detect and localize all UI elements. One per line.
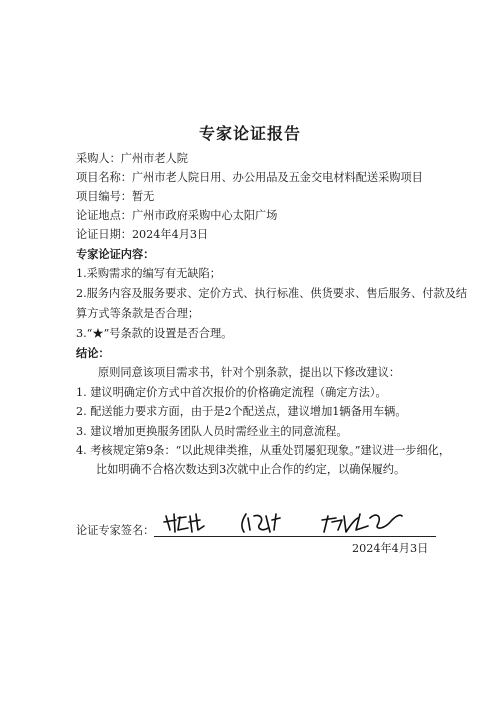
suggestion-item-continued: 比如明确不合格次数达到3次就中止合作的约定，以确保履约。 — [96, 463, 406, 476]
signature-label: 论证专家签名： — [76, 524, 155, 537]
location-line: 论证地点：广州市政府采购中心太阳广场 — [76, 209, 278, 222]
content-item: 1.采购需求的编写有无缺陷； — [76, 267, 221, 280]
content-item: 2.服务内容及服务要求、定价方式、执行标准、供货要求、售后服务、付款及结 — [76, 287, 468, 300]
signed-date: 2024年4月3日 — [352, 542, 429, 555]
content-heading: 专家论证内容： — [76, 247, 155, 261]
suggestion-item: 1. 建议明确定价方式中首次报价的价格确定流程（确定方法）。 — [76, 386, 387, 399]
suggestion-item: 3. 建议增加更换服务团队人员时需经业主的同意流程。 — [76, 425, 348, 438]
suggestion-item: 4. 考核规定第9条：“以此规律类推，从重处罚屡犯现象。”建议进一步细化， — [76, 444, 451, 457]
project-no-line: 项目编号：暂无 — [76, 190, 155, 203]
conclusion-heading: 结论： — [76, 346, 110, 360]
suggestion-item: 2. 配送能力要求方面，由于是2个配送点，建议增加1辆备用车辆。 — [76, 405, 407, 418]
handwritten-signatures — [156, 508, 436, 538]
page-title: 专家论证报告 — [198, 124, 301, 143]
content-item: 算方式等条款是否合理； — [76, 307, 200, 320]
project-name-line: 项目名称：广州市老人院日用、办公用品及五金交电材料配送采购项目 — [76, 171, 423, 184]
purchaser-line: 采购人：广州市老人院 — [76, 152, 188, 165]
content-item: 3.“★”号条款的设置是否合理。 — [76, 327, 233, 340]
conclusion-intro: 原则同意该项目需求书，针对个别条款，提出以下修改建议： — [98, 366, 401, 379]
date-line: 论证日期：2024年4月3日 — [76, 228, 209, 241]
